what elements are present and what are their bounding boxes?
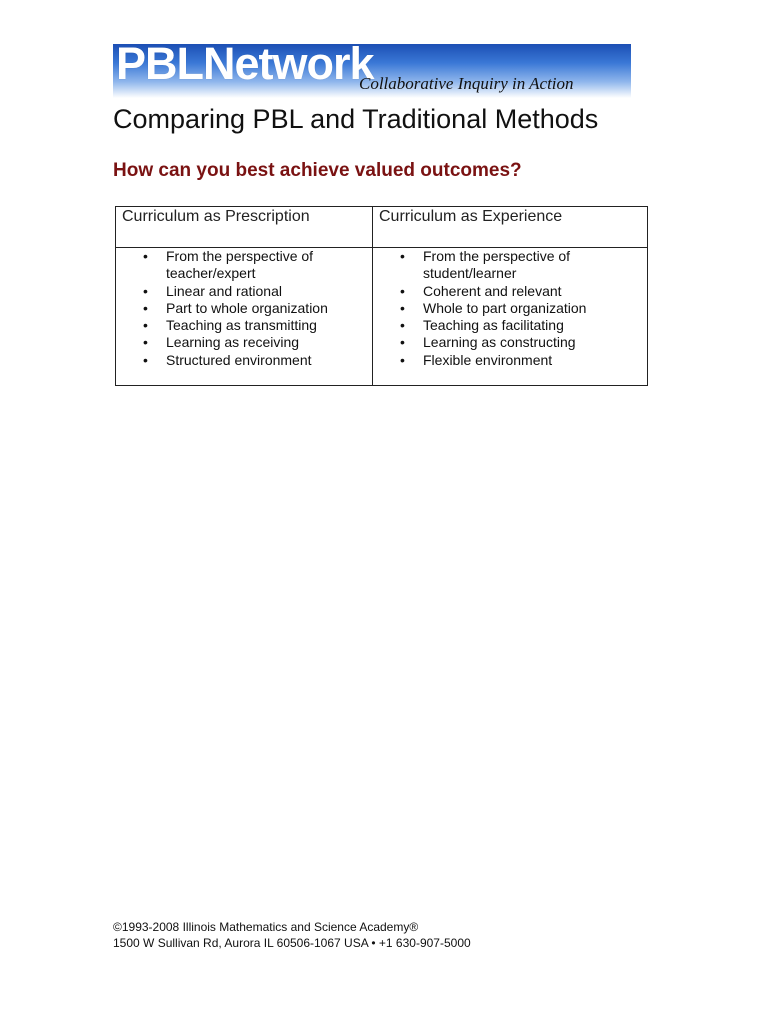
list-item: • From the perspective of student/learner <box>423 248 647 283</box>
footer-address: 1500 W Sullivan Rd, Aurora IL 60506-1067 USA • +1 630-907-5000 <box>113 936 471 950</box>
banner-tagline: Collaborative Inquiry in Action <box>359 74 574 93</box>
comparison-table <box>115 206 648 386</box>
list-item: • Linear and rational <box>166 283 372 300</box>
pbl-network-logo: PBLNetwork <box>116 44 374 89</box>
list-item: • Flexible environment <box>423 352 647 369</box>
footer-copyright: ©1993-2008 Illinois Mathematics and Science Academy® <box>113 920 419 934</box>
list-item: • Part to whole organization <box>166 300 372 317</box>
page-question: How can you best achieve valued outcomes? <box>113 160 522 181</box>
list-item: • Teaching as facilitating <box>423 317 647 334</box>
list-item: • From the perspective of teacher/expert <box>166 248 372 283</box>
list-item: • Whole to part organization <box>423 300 647 317</box>
list-item: • Learning as constructing <box>423 334 647 351</box>
experience-list <box>373 248 647 369</box>
page-title: Comparing PBL and Traditional Methods <box>113 104 599 134</box>
table-header-row <box>116 207 648 248</box>
list-item: • Teaching as transmitting <box>166 317 372 334</box>
prescription-list <box>116 248 372 369</box>
experience-cell <box>373 248 648 386</box>
table-row <box>116 248 648 386</box>
footer <box>113 919 471 951</box>
prescription-cell <box>116 248 373 386</box>
list-item: • Learning as receiving <box>166 334 372 351</box>
list-item: • Structured environment <box>166 352 372 369</box>
list-item: • Coherent and relevant <box>423 283 647 300</box>
column-header-experience: Curriculum as Experience <box>373 207 648 248</box>
pbl-network-banner <box>113 44 631 98</box>
column-header-prescription: Curriculum as Prescription <box>116 207 373 248</box>
